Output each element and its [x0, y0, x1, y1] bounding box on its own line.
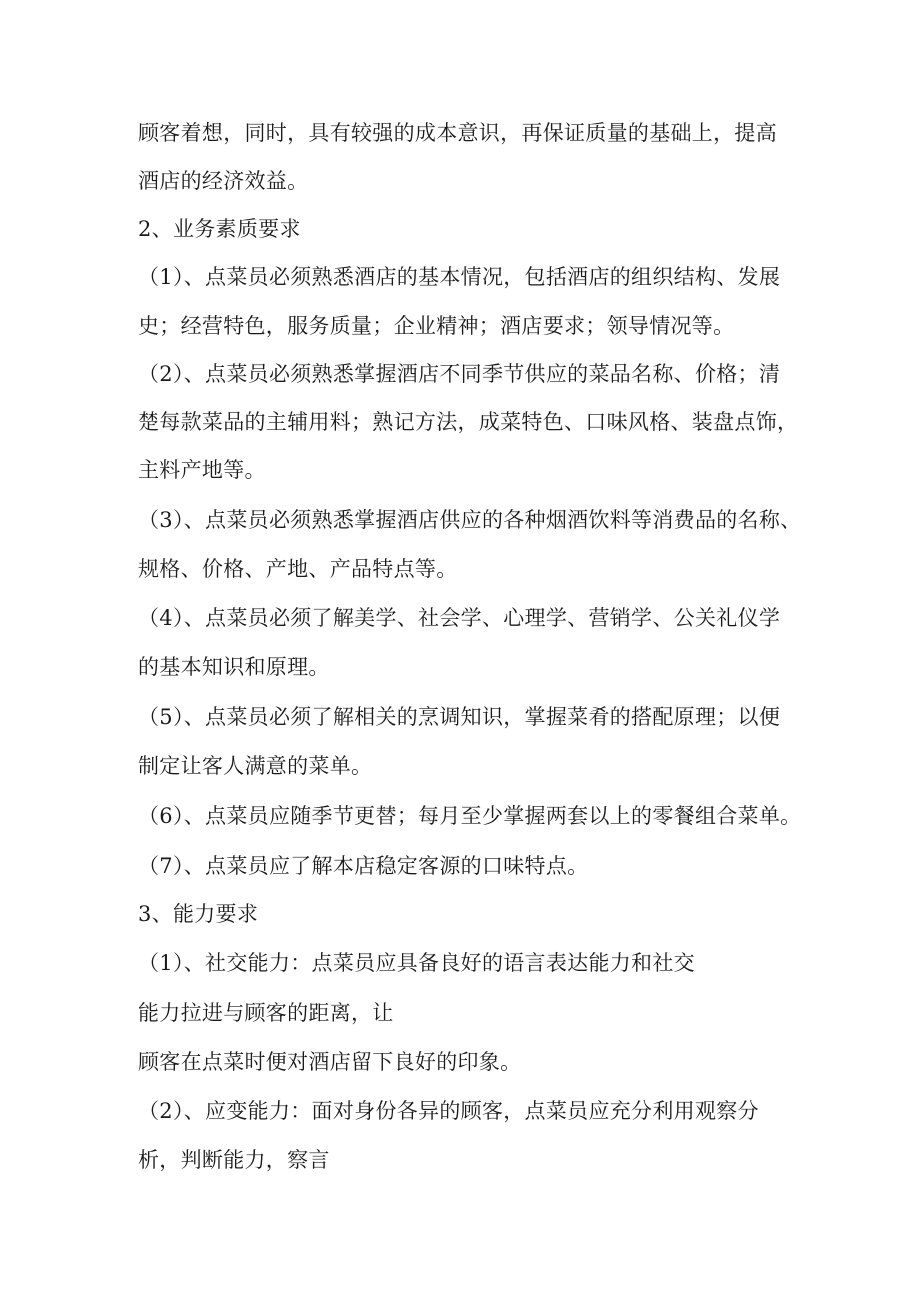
text-line: 楚每款菜品的主辅用料；熟记方法，成菜特色、口味风格、装盘点饰，	[138, 410, 799, 434]
text-line: 史；经营特色，服务质量；企业精神；酒店要求；领导情况等。	[138, 314, 735, 338]
list-item: （7）、点菜员应了解本店稳定客源的口味特点。	[138, 854, 589, 878]
text-line: 顾客着想，同时，具有较强的成本意识，再保证质量的基础上，提高	[138, 121, 777, 145]
list-item: （2）、应变能力：面对身份各异的顾客，点菜员应充分利用观察分	[138, 1099, 759, 1123]
list-item: （5）、点菜员必须了解相关的烹调知识，掌握菜肴的搭配原理；以便	[138, 705, 781, 729]
text-line: 的基本知识和原理。	[138, 655, 330, 679]
section-heading: 2、业务素质要求	[138, 217, 301, 241]
text-line: 规格、价格、产地、产品特点等。	[138, 557, 458, 581]
list-item: （1）、点菜员必须熟悉酒店的基本情况，包括酒店的组织结构、发展	[138, 265, 781, 289]
text-line: 析，判断能力，察言	[138, 1148, 330, 1172]
text-line: 顾客在点菜时便对酒店留下良好的印象。	[138, 1050, 522, 1074]
section-heading: 3、能力要求	[138, 902, 259, 926]
list-item: （1）、社交能力：点菜员应具备良好的语言表达能力和社交	[138, 951, 695, 975]
text-line: 制定让客人满意的菜单。	[138, 754, 373, 778]
list-item: （3）、点菜员必须熟悉掌握酒店供应的各种烟酒饮料等消费品的名称、	[138, 508, 802, 532]
list-item: （2）、点菜员必须熟悉掌握酒店不同季节供应的菜品名称、价格；清	[138, 362, 781, 386]
text-line: 酒店的经济效益。	[138, 169, 309, 193]
list-item: （6）、点菜员应随季节更替；每月至少掌握两套以上的零餐组合菜单。	[138, 804, 802, 828]
text-line: 主料产地等。	[138, 458, 266, 482]
list-item: （4）、点菜员必须了解美学、社会学、心理学、营销学、公关礼仪学	[138, 606, 781, 630]
text-line: 能力拉进与顾客的距离，让	[138, 1001, 394, 1025]
